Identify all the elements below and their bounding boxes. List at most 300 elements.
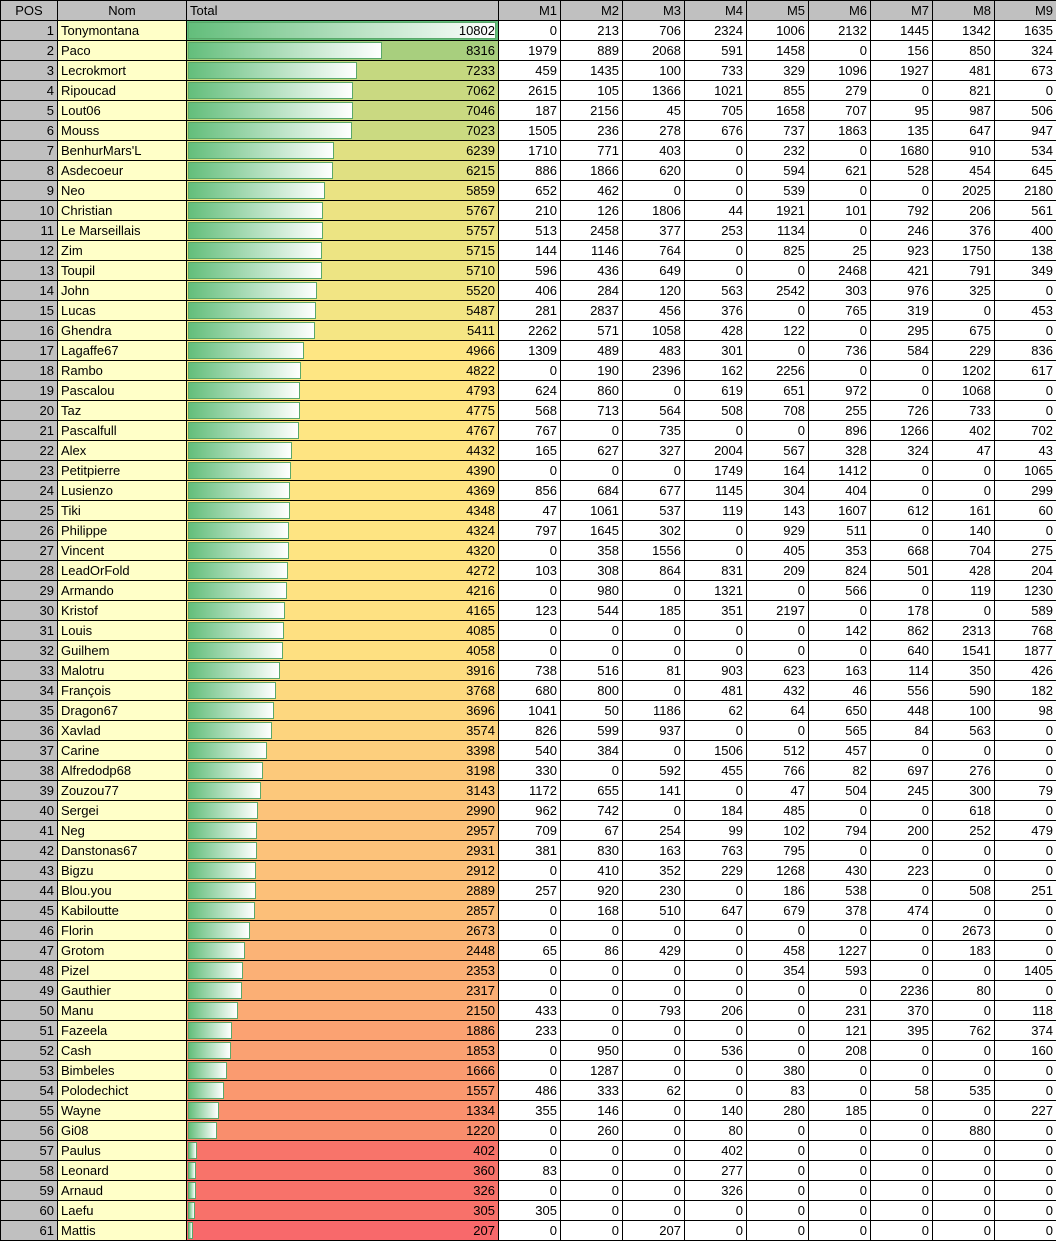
player-name-cell[interactable]: Mattis [58, 1221, 187, 1241]
pos-cell[interactable]: 35 [1, 701, 58, 721]
m1-cell[interactable]: 1710 [499, 141, 561, 161]
m2-cell[interactable]: 333 [561, 1081, 623, 1101]
m9-cell[interactable]: 2180 [995, 181, 1056, 201]
m8-cell[interactable]: 675 [933, 321, 995, 341]
m7-cell[interactable]: 0 [871, 1161, 933, 1181]
m5-cell[interactable]: 432 [747, 681, 809, 701]
m7-cell[interactable]: 0 [871, 1101, 933, 1121]
total-cell[interactable] [187, 1061, 499, 1081]
m5-cell[interactable]: 539 [747, 181, 809, 201]
m8-cell[interactable]: 0 [933, 481, 995, 501]
m4-cell[interactable]: 0 [685, 261, 747, 281]
m5-cell[interactable]: 83 [747, 1081, 809, 1101]
pos-cell[interactable]: 1 [1, 21, 58, 41]
m5-cell[interactable]: 855 [747, 81, 809, 101]
pos-cell[interactable]: 50 [1, 1001, 58, 1021]
m8-cell[interactable]: 0 [933, 741, 995, 761]
m9-cell[interactable]: 589 [995, 601, 1056, 621]
m6-cell[interactable]: 0 [809, 921, 871, 941]
player-name-cell[interactable]: BenhurMars'L [58, 141, 187, 161]
total-cell[interactable] [187, 121, 499, 141]
m1-cell[interactable]: 281 [499, 301, 561, 321]
m5-cell[interactable]: 122 [747, 321, 809, 341]
m2-cell[interactable]: 308 [561, 561, 623, 581]
m9-cell[interactable]: 324 [995, 41, 1056, 61]
m5-cell[interactable]: 0 [747, 981, 809, 1001]
total-cell[interactable] [187, 1161, 499, 1181]
m2-cell[interactable]: 0 [561, 461, 623, 481]
m3-cell[interactable]: 0 [623, 921, 685, 941]
pos-cell[interactable]: 52 [1, 1041, 58, 1061]
m7-cell[interactable]: 923 [871, 241, 933, 261]
m3-cell[interactable]: 377 [623, 221, 685, 241]
m3-cell[interactable]: 1186 [623, 701, 685, 721]
m6-cell[interactable]: 457 [809, 741, 871, 761]
m7-cell[interactable]: 246 [871, 221, 933, 241]
m4-cell[interactable]: 0 [685, 921, 747, 941]
m2-cell[interactable]: 436 [561, 261, 623, 281]
pos-cell[interactable]: 57 [1, 1141, 58, 1161]
m6-cell[interactable]: 0 [809, 1141, 871, 1161]
m5-cell[interactable]: 825 [747, 241, 809, 261]
player-name-cell[interactable]: Leonard [58, 1161, 187, 1181]
m7-cell[interactable]: 0 [871, 1061, 933, 1081]
m8-cell[interactable]: 1750 [933, 241, 995, 261]
total-cell[interactable] [187, 321, 499, 341]
m9-cell[interactable]: 0 [995, 401, 1056, 421]
m7-cell[interactable]: 0 [871, 941, 933, 961]
m8-cell[interactable]: 206 [933, 201, 995, 221]
m1-cell[interactable]: 486 [499, 1081, 561, 1101]
m2-cell[interactable]: 980 [561, 581, 623, 601]
m9-cell[interactable]: 506 [995, 101, 1056, 121]
player-name-cell[interactable]: Pascalou [58, 381, 187, 401]
total-cell[interactable] [187, 521, 499, 541]
m4-cell[interactable]: 428 [685, 321, 747, 341]
m7-cell[interactable]: 0 [871, 841, 933, 861]
m5-cell[interactable]: 0 [747, 421, 809, 441]
pos-cell[interactable]: 56 [1, 1121, 58, 1141]
m7-cell[interactable]: 370 [871, 1001, 933, 1021]
player-name-cell[interactable]: Vincent [58, 541, 187, 561]
m7-cell[interactable]: 0 [871, 1041, 933, 1061]
m1-cell[interactable]: 330 [499, 761, 561, 781]
total-cell[interactable] [187, 721, 499, 741]
total-cell[interactable] [187, 281, 499, 301]
pos-cell[interactable]: 27 [1, 541, 58, 561]
m3-cell[interactable]: 0 [623, 961, 685, 981]
m6-cell[interactable]: 25 [809, 241, 871, 261]
player-name-cell[interactable]: Asdecoeur [58, 161, 187, 181]
total-cell[interactable] [187, 861, 499, 881]
player-name-cell[interactable]: Paulus [58, 1141, 187, 1161]
pos-cell[interactable]: 54 [1, 1081, 58, 1101]
m7-cell[interactable]: 976 [871, 281, 933, 301]
m6-cell[interactable]: 163 [809, 661, 871, 681]
m2-cell[interactable]: 830 [561, 841, 623, 861]
player-name-cell[interactable]: Sergei [58, 801, 187, 821]
player-name-cell[interactable]: Xavlad [58, 721, 187, 741]
header-m6[interactable]: M6 [809, 1, 871, 21]
m4-cell[interactable]: 301 [685, 341, 747, 361]
m9-cell[interactable]: 0 [995, 741, 1056, 761]
header-total[interactable]: Total [187, 1, 499, 21]
m2-cell[interactable]: 260 [561, 1121, 623, 1141]
m3-cell[interactable]: 0 [623, 1101, 685, 1121]
m9-cell[interactable]: 645 [995, 161, 1056, 181]
m2-cell[interactable]: 67 [561, 821, 623, 841]
m5-cell[interactable]: 766 [747, 761, 809, 781]
m4-cell[interactable]: 44 [685, 201, 747, 221]
total-cell[interactable] [187, 381, 499, 401]
m4-cell[interactable]: 0 [685, 641, 747, 661]
m2-cell[interactable]: 0 [561, 621, 623, 641]
player-name-cell[interactable]: Zouzou77 [58, 781, 187, 801]
m1-cell[interactable]: 826 [499, 721, 561, 741]
player-name-cell[interactable]: Arnaud [58, 1181, 187, 1201]
m3-cell[interactable]: 620 [623, 161, 685, 181]
m5-cell[interactable]: 280 [747, 1101, 809, 1121]
m6-cell[interactable]: 82 [809, 761, 871, 781]
m9-cell[interactable]: 426 [995, 661, 1056, 681]
m6-cell[interactable]: 565 [809, 721, 871, 741]
m7-cell[interactable]: 0 [871, 741, 933, 761]
m4-cell[interactable]: 0 [685, 1061, 747, 1081]
player-name-cell[interactable]: Kabiloutte [58, 901, 187, 921]
m4-cell[interactable]: 376 [685, 301, 747, 321]
m7-cell[interactable]: 862 [871, 621, 933, 641]
header-m9[interactable]: M9 [995, 1, 1056, 21]
m7-cell[interactable]: 84 [871, 721, 933, 741]
m9-cell[interactable]: 561 [995, 201, 1056, 221]
m8-cell[interactable]: 821 [933, 81, 995, 101]
m6-cell[interactable]: 0 [809, 1081, 871, 1101]
total-cell[interactable] [187, 601, 499, 621]
m3-cell[interactable]: 793 [623, 1001, 685, 1021]
player-name-cell[interactable]: Louis [58, 621, 187, 641]
m4-cell[interactable]: 0 [685, 1081, 747, 1101]
header-nom[interactable]: Nom [58, 1, 187, 21]
player-name-cell[interactable]: Dragon67 [58, 701, 187, 721]
m1-cell[interactable]: 540 [499, 741, 561, 761]
m7-cell[interactable]: 0 [871, 481, 933, 501]
m7-cell[interactable]: 1445 [871, 21, 933, 41]
total-cell[interactable] [187, 181, 499, 201]
m2-cell[interactable]: 0 [561, 961, 623, 981]
player-name-cell[interactable]: Polodechict [58, 1081, 187, 1101]
m5-cell[interactable]: 737 [747, 121, 809, 141]
m9-cell[interactable]: 0 [995, 521, 1056, 541]
total-cell[interactable] [187, 901, 499, 921]
total-cell[interactable] [187, 881, 499, 901]
m4-cell[interactable]: 2324 [685, 21, 747, 41]
m7-cell[interactable]: 95 [871, 101, 933, 121]
m1-cell[interactable]: 596 [499, 261, 561, 281]
m6-cell[interactable]: 121 [809, 1021, 871, 1041]
pos-cell[interactable]: 7 [1, 141, 58, 161]
m9-cell[interactable]: 1065 [995, 461, 1056, 481]
m8-cell[interactable]: 0 [933, 1041, 995, 1061]
m7-cell[interactable]: 1927 [871, 61, 933, 81]
m2-cell[interactable]: 516 [561, 661, 623, 681]
m2-cell[interactable]: 2458 [561, 221, 623, 241]
player-name-cell[interactable]: Alfredodp68 [58, 761, 187, 781]
m2-cell[interactable]: 1645 [561, 521, 623, 541]
pos-cell[interactable]: 42 [1, 841, 58, 861]
m8-cell[interactable]: 2673 [933, 921, 995, 941]
m4-cell[interactable]: 563 [685, 281, 747, 301]
total-cell[interactable] [187, 1201, 499, 1221]
m8-cell[interactable]: 0 [933, 1161, 995, 1181]
m1-cell[interactable]: 355 [499, 1101, 561, 1121]
m4-cell[interactable]: 206 [685, 1001, 747, 1021]
m8-cell[interactable]: 402 [933, 421, 995, 441]
m6-cell[interactable]: 353 [809, 541, 871, 561]
m5-cell[interactable]: 623 [747, 661, 809, 681]
m7-cell[interactable]: 612 [871, 501, 933, 521]
m1-cell[interactable]: 1309 [499, 341, 561, 361]
m1-cell[interactable]: 1505 [499, 121, 561, 141]
m4-cell[interactable]: 99 [685, 821, 747, 841]
player-name-cell[interactable]: Grotom [58, 941, 187, 961]
m4-cell[interactable]: 184 [685, 801, 747, 821]
m1-cell[interactable]: 2262 [499, 321, 561, 341]
m3-cell[interactable]: 0 [623, 741, 685, 761]
m8-cell[interactable]: 0 [933, 961, 995, 981]
m2-cell[interactable]: 950 [561, 1041, 623, 1061]
m1-cell[interactable]: 0 [499, 921, 561, 941]
m4-cell[interactable]: 162 [685, 361, 747, 381]
total-cell[interactable] [187, 841, 499, 861]
pos-cell[interactable]: 60 [1, 1201, 58, 1221]
m4-cell[interactable]: 0 [685, 1221, 747, 1241]
m3-cell[interactable]: 141 [623, 781, 685, 801]
m6-cell[interactable]: 142 [809, 621, 871, 641]
m5-cell[interactable]: 458 [747, 941, 809, 961]
player-name-cell[interactable]: Rambo [58, 361, 187, 381]
m4-cell[interactable]: 229 [685, 861, 747, 881]
m6-cell[interactable]: 2468 [809, 261, 871, 281]
m1-cell[interactable]: 797 [499, 521, 561, 541]
total-cell[interactable] [187, 21, 499, 41]
m6-cell[interactable]: 404 [809, 481, 871, 501]
m2-cell[interactable]: 190 [561, 361, 623, 381]
pos-cell[interactable]: 58 [1, 1161, 58, 1181]
pos-cell[interactable]: 53 [1, 1061, 58, 1081]
m3-cell[interactable]: 230 [623, 881, 685, 901]
m5-cell[interactable]: 594 [747, 161, 809, 181]
m7-cell[interactable]: 0 [871, 881, 933, 901]
m4-cell[interactable]: 0 [685, 541, 747, 561]
m1-cell[interactable]: 0 [499, 461, 561, 481]
pos-cell[interactable]: 33 [1, 661, 58, 681]
m6-cell[interactable]: 1607 [809, 501, 871, 521]
m8-cell[interactable]: 987 [933, 101, 995, 121]
total-cell[interactable] [187, 441, 499, 461]
pos-cell[interactable]: 59 [1, 1181, 58, 1201]
m1-cell[interactable]: 0 [499, 581, 561, 601]
m9-cell[interactable]: 453 [995, 301, 1056, 321]
total-cell[interactable] [187, 461, 499, 481]
m1-cell[interactable]: 165 [499, 441, 561, 461]
m1-cell[interactable]: 0 [499, 21, 561, 41]
player-name-cell[interactable]: Neg [58, 821, 187, 841]
m4-cell[interactable]: 0 [685, 981, 747, 1001]
header-pos[interactable]: POS [1, 1, 58, 21]
m9-cell[interactable]: 118 [995, 1001, 1056, 1021]
header-m8[interactable]: M8 [933, 1, 995, 21]
m3-cell[interactable]: 456 [623, 301, 685, 321]
player-name-cell[interactable]: Manu [58, 1001, 187, 1021]
m3-cell[interactable]: 1556 [623, 541, 685, 561]
total-cell[interactable] [187, 1041, 499, 1061]
m5-cell[interactable]: 209 [747, 561, 809, 581]
m9-cell[interactable]: 79 [995, 781, 1056, 801]
m4-cell[interactable]: 903 [685, 661, 747, 681]
total-cell[interactable] [187, 201, 499, 221]
m4-cell[interactable]: 326 [685, 1181, 747, 1201]
m2-cell[interactable]: 236 [561, 121, 623, 141]
m8-cell[interactable]: 300 [933, 781, 995, 801]
m8-cell[interactable]: 0 [933, 301, 995, 321]
m7-cell[interactable]: 448 [871, 701, 933, 721]
m2-cell[interactable]: 0 [561, 1161, 623, 1181]
player-name-cell[interactable]: Philippe [58, 521, 187, 541]
m5-cell[interactable]: 329 [747, 61, 809, 81]
total-cell[interactable] [187, 361, 499, 381]
m8-cell[interactable]: 119 [933, 581, 995, 601]
m1-cell[interactable]: 0 [499, 541, 561, 561]
m2-cell[interactable]: 0 [561, 641, 623, 661]
m5-cell[interactable]: 512 [747, 741, 809, 761]
m8-cell[interactable]: 183 [933, 941, 995, 961]
m9-cell[interactable]: 768 [995, 621, 1056, 641]
m5-cell[interactable]: 102 [747, 821, 809, 841]
m7-cell[interactable]: 2236 [871, 981, 933, 1001]
m6-cell[interactable]: 1227 [809, 941, 871, 961]
total-cell[interactable] [187, 561, 499, 581]
m9-cell[interactable]: 299 [995, 481, 1056, 501]
player-name-cell[interactable]: Kristof [58, 601, 187, 621]
m5-cell[interactable]: 64 [747, 701, 809, 721]
m3-cell[interactable]: 278 [623, 121, 685, 141]
m3-cell[interactable]: 0 [623, 1201, 685, 1221]
m1-cell[interactable]: 257 [499, 881, 561, 901]
m4-cell[interactable]: 481 [685, 681, 747, 701]
m5-cell[interactable]: 567 [747, 441, 809, 461]
m3-cell[interactable]: 0 [623, 581, 685, 601]
pos-cell[interactable]: 8 [1, 161, 58, 181]
m6-cell[interactable]: 0 [809, 181, 871, 201]
m8-cell[interactable]: 0 [933, 601, 995, 621]
m1-cell[interactable]: 0 [499, 1061, 561, 1081]
total-cell[interactable] [187, 161, 499, 181]
m3-cell[interactable]: 185 [623, 601, 685, 621]
m5-cell[interactable]: 0 [747, 1121, 809, 1141]
m1-cell[interactable]: 0 [499, 621, 561, 641]
player-name-cell[interactable]: Fazeela [58, 1021, 187, 1041]
pos-cell[interactable]: 18 [1, 361, 58, 381]
m3-cell[interactable]: 352 [623, 861, 685, 881]
m4-cell[interactable]: 0 [685, 621, 747, 641]
m5-cell[interactable]: 0 [747, 1161, 809, 1181]
m2-cell[interactable]: 358 [561, 541, 623, 561]
player-name-cell[interactable]: Laefu [58, 1201, 187, 1221]
player-name-cell[interactable]: François [58, 681, 187, 701]
m4-cell[interactable]: 402 [685, 1141, 747, 1161]
m2-cell[interactable]: 544 [561, 601, 623, 621]
player-name-cell[interactable]: Blou.you [58, 881, 187, 901]
m2-cell[interactable]: 1287 [561, 1061, 623, 1081]
pos-cell[interactable]: 22 [1, 441, 58, 461]
pos-cell[interactable]: 48 [1, 961, 58, 981]
m6-cell[interactable]: 208 [809, 1041, 871, 1061]
m8-cell[interactable]: 647 [933, 121, 995, 141]
m6-cell[interactable]: 0 [809, 361, 871, 381]
m6-cell[interactable]: 46 [809, 681, 871, 701]
m8-cell[interactable]: 0 [933, 1181, 995, 1201]
m9-cell[interactable]: 0 [995, 801, 1056, 821]
pos-cell[interactable]: 28 [1, 561, 58, 581]
m5-cell[interactable]: 405 [747, 541, 809, 561]
header-m5[interactable]: M5 [747, 1, 809, 21]
player-name-cell[interactable]: Danstonas67 [58, 841, 187, 861]
m8-cell[interactable]: 454 [933, 161, 995, 181]
m8-cell[interactable]: 733 [933, 401, 995, 421]
m6-cell[interactable]: 794 [809, 821, 871, 841]
m4-cell[interactable]: 1321 [685, 581, 747, 601]
m9-cell[interactable]: 349 [995, 261, 1056, 281]
m9-cell[interactable]: 160 [995, 1041, 1056, 1061]
total-cell[interactable] [187, 1121, 499, 1141]
m4-cell[interactable]: 536 [685, 1041, 747, 1061]
pos-cell[interactable]: 43 [1, 861, 58, 881]
m9-cell[interactable]: 43 [995, 441, 1056, 461]
m8-cell[interactable]: 325 [933, 281, 995, 301]
m5-cell[interactable]: 0 [747, 1021, 809, 1041]
m3-cell[interactable]: 100 [623, 61, 685, 81]
m3-cell[interactable]: 0 [623, 181, 685, 201]
m9-cell[interactable]: 0 [995, 1121, 1056, 1141]
m5-cell[interactable]: 708 [747, 401, 809, 421]
total-cell[interactable] [187, 221, 499, 241]
m2-cell[interactable]: 1435 [561, 61, 623, 81]
m2-cell[interactable]: 0 [561, 1001, 623, 1021]
total-cell[interactable] [187, 641, 499, 661]
m6-cell[interactable]: 0 [809, 1121, 871, 1141]
m3-cell[interactable]: 483 [623, 341, 685, 361]
m1-cell[interactable]: 0 [499, 1121, 561, 1141]
m2-cell[interactable]: 410 [561, 861, 623, 881]
m8-cell[interactable]: 704 [933, 541, 995, 561]
m8-cell[interactable]: 563 [933, 721, 995, 741]
pos-cell[interactable]: 29 [1, 581, 58, 601]
header-m1[interactable]: M1 [499, 1, 561, 21]
total-cell[interactable] [187, 501, 499, 521]
m4-cell[interactable]: 0 [685, 141, 747, 161]
m2-cell[interactable]: 146 [561, 1101, 623, 1121]
m9-cell[interactable]: 702 [995, 421, 1056, 441]
m5-cell[interactable]: 0 [747, 1181, 809, 1201]
total-cell[interactable] [187, 921, 499, 941]
m1-cell[interactable]: 103 [499, 561, 561, 581]
m5-cell[interactable]: 0 [747, 341, 809, 361]
player-name-cell[interactable]: Le Marseillais [58, 221, 187, 241]
m9-cell[interactable]: 0 [995, 761, 1056, 781]
m8-cell[interactable]: 0 [933, 901, 995, 921]
m3-cell[interactable]: 649 [623, 261, 685, 281]
m6-cell[interactable]: 185 [809, 1101, 871, 1121]
